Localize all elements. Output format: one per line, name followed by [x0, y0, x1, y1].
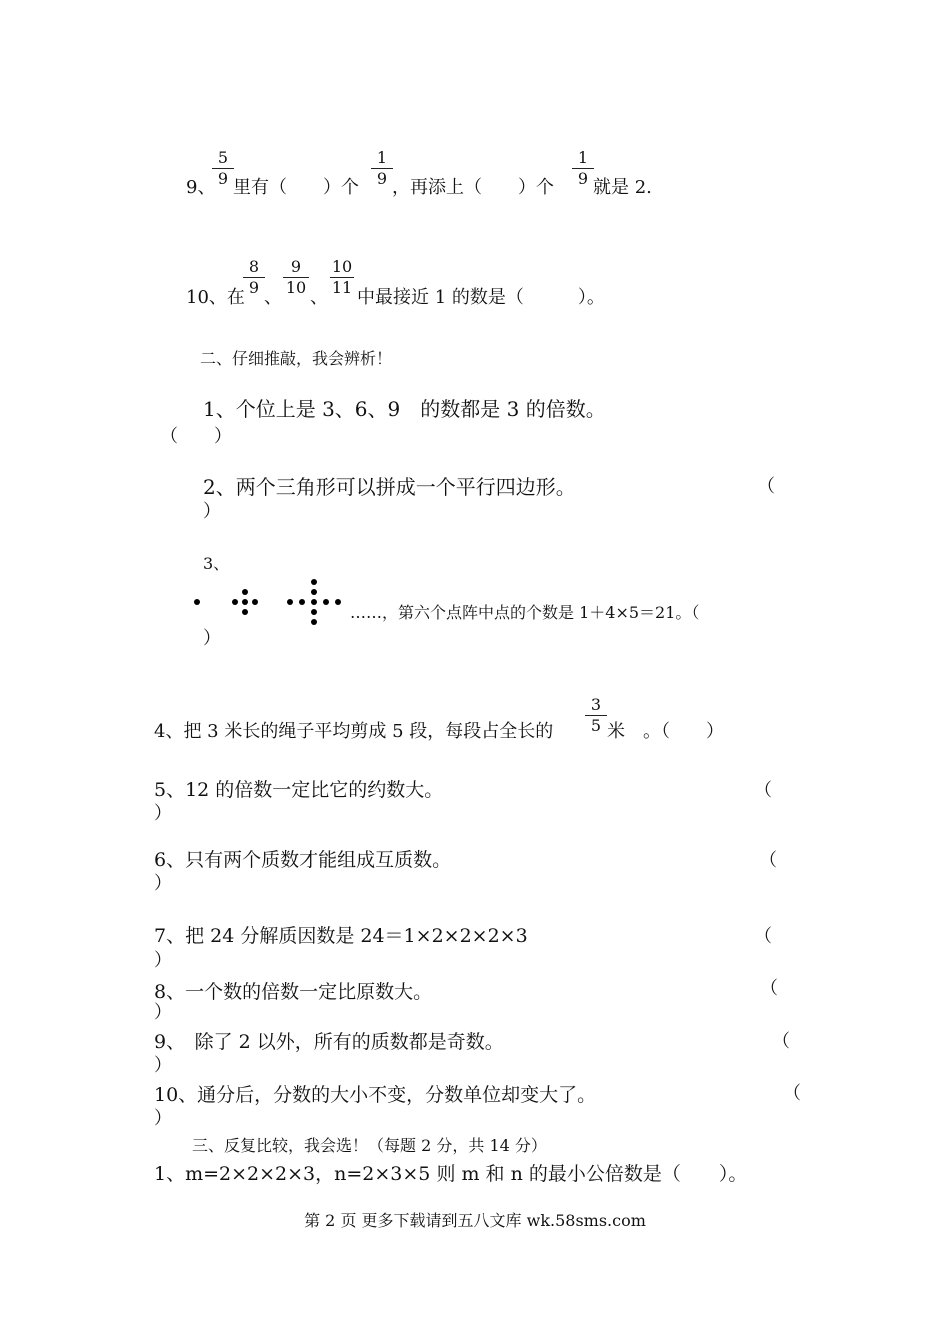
- s2-q8-text: 8、一个数的倍数一定比原数大。: [154, 981, 433, 1003]
- q10-label: 10、在: [186, 287, 245, 308]
- s2-q2-paren-open: （: [757, 476, 775, 497]
- q9-label: 9、: [186, 177, 216, 198]
- s2-q10-paren-close: ）: [154, 1108, 172, 1129]
- s2-q5-text: 5、12 的倍数一定比它的约数大。: [154, 779, 444, 801]
- q10-text: 中最接近 1 的数是（ ）。: [357, 287, 605, 308]
- s2-q9-text: 9、 除了 2 以外，所有的质数都是奇数。: [154, 1031, 504, 1053]
- s2-q8-paren-close: ）: [154, 1002, 172, 1023]
- s2-q7-paren-open: （: [754, 926, 772, 947]
- s2-q2-paren-close: ）: [203, 501, 221, 522]
- s2-q3-label: 3、: [203, 554, 230, 573]
- s2-q9-paren-open: （: [772, 1031, 790, 1052]
- s2-q2-text: 2、两个三角形可以拼成一个平行四边形。: [203, 475, 576, 499]
- fraction-10-11: 10 11: [331, 257, 353, 297]
- s2-q5-paren-open: （: [754, 780, 772, 801]
- s2-q10-text: 10、通分后，分数的大小不变，分数单位却变大了。: [154, 1084, 597, 1106]
- s2-q9-paren-close: ）: [154, 1055, 172, 1076]
- s2-q7-text: 7、把 24 分解质因数是 24＝1×2×2×2×3: [154, 925, 528, 947]
- s2-q6-text: 6、只有两个质数才能组成互质数。: [154, 849, 452, 871]
- s2-q5-paren-close: ）: [154, 803, 172, 824]
- s2-q3-paren-close: ）: [203, 628, 221, 649]
- q9-text-2: ，再添上（ ）个: [392, 177, 554, 198]
- q9-text-3: 就是 2.: [593, 177, 652, 198]
- s2-q10-paren-open: （: [783, 1083, 801, 1104]
- s2-q7-paren-close: ）: [154, 950, 172, 971]
- fraction-1-9-b: 1 9: [572, 150, 594, 187]
- s2-q1-text: 1、个位上是 3、6、9 的数都是 3 的倍数。: [203, 397, 606, 421]
- fraction-1-9-a: 1 9: [371, 150, 393, 187]
- s2-q4-text-1: 4、把 3 米长的绳子平均剪成 5 段，每段占全长的: [154, 721, 554, 742]
- page-footer: 第 2 页 更多下载请到五八文库 wk.58sms.com: [304, 1211, 646, 1230]
- fraction-9-10: 9 10: [283, 259, 309, 296]
- s2-q3-text: ……，第六个点阵中点的个数是 1＋4×5＝21。（: [350, 603, 700, 622]
- s2-q6-paren-open: （: [759, 850, 777, 871]
- s3-q1-text: 1、m=2×2×2×3，n=2×3×5 则 m 和 n 的最小公倍数是（ ）。: [154, 1163, 748, 1185]
- s2-q1-answer-paren: （ ）: [160, 426, 232, 447]
- s2-q6-paren-close: ）: [154, 873, 172, 894]
- s2-q4-text-2: 米 。（ ）: [607, 721, 724, 742]
- q10-sep-2: 、: [310, 287, 328, 308]
- section3-title: 三、反复比较，我会选！（每题 2 分，共 14 分）: [192, 1136, 547, 1155]
- fraction-8-9: 8 9: [243, 259, 265, 296]
- s2-q8-paren-open: （: [760, 978, 778, 999]
- q10-sep-1: 、: [264, 287, 282, 308]
- fraction-3-5: 3 5: [585, 697, 607, 734]
- section2-title: 二、仔细推敲，我会辨析！: [200, 349, 393, 368]
- fraction-5-9: 5 9: [212, 150, 234, 187]
- q9-text-1: 里有（ ）个: [233, 177, 359, 198]
